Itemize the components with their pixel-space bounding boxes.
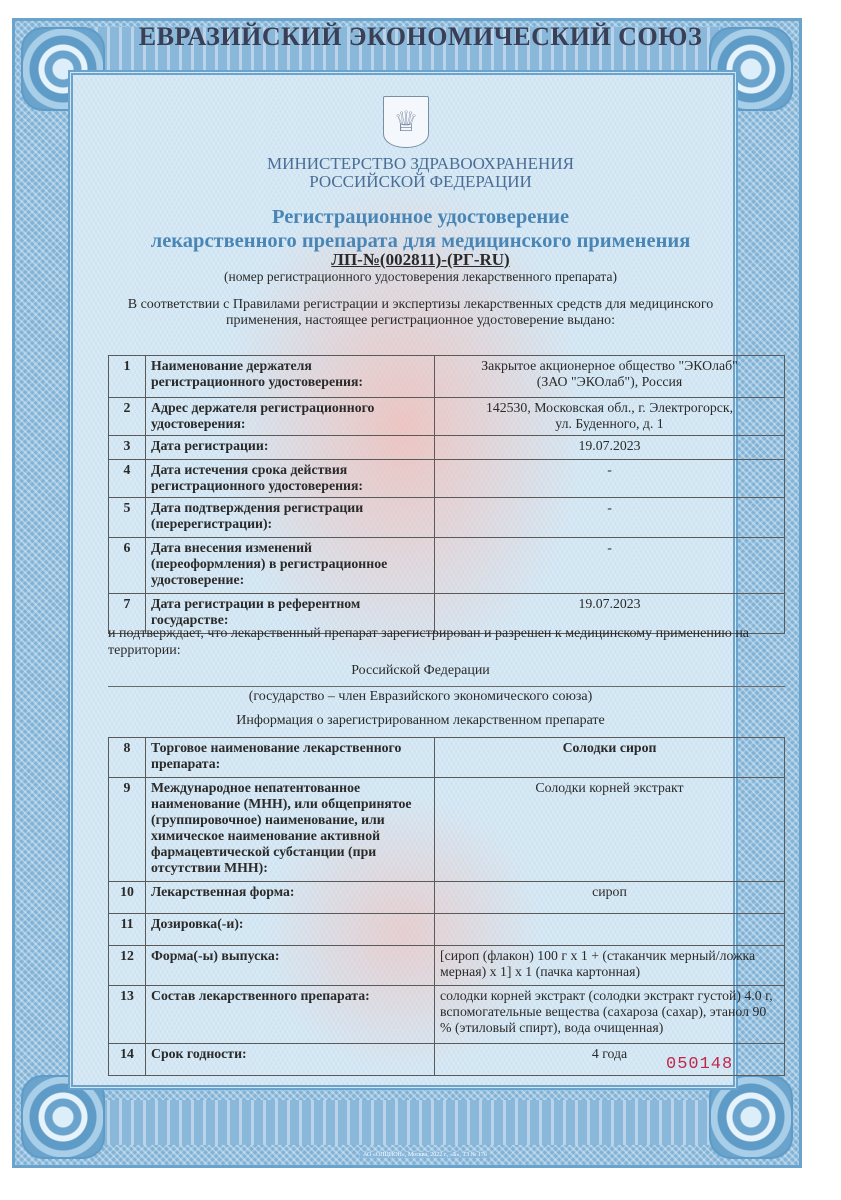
table-row bbox=[109, 882, 785, 914]
table-row bbox=[109, 398, 785, 436]
holder-table bbox=[108, 355, 785, 634]
intro-text bbox=[0, 297, 841, 329]
row-number: 4 bbox=[109, 460, 146, 498]
row-number: 5 bbox=[109, 498, 146, 538]
row-value bbox=[435, 460, 785, 498]
row-label: Торговое наименование лекарственного препарата: bbox=[146, 738, 435, 778]
value-line-2: ул. Буденного, д. 1 bbox=[555, 416, 664, 431]
row-value: солодки корней экстракт (солодки экстракт густой) 4.0 г, вспомогательные вещества (сахароза (сахар), этанол 90 % (этиловый спирт), вода очищенная) bbox=[435, 986, 785, 1044]
product-info-heading: Информация о зарегистрированном лекарственном препарате bbox=[236, 713, 605, 728]
row-value: сироп bbox=[435, 882, 785, 914]
row-value bbox=[435, 538, 785, 594]
row-value: Солодки сироп bbox=[435, 738, 785, 778]
title-line-1: Регистрационное удостоверение bbox=[271, 206, 570, 228]
row-number: 3 bbox=[109, 436, 146, 460]
table-row bbox=[109, 356, 785, 398]
row-label: Дата подтверждения регистрации (перерегистрации): bbox=[146, 498, 435, 538]
row-value: 4 года bbox=[435, 1044, 785, 1076]
table-row bbox=[109, 986, 785, 1044]
certificate-title bbox=[0, 205, 841, 253]
value-line-1: 19.07.2023 bbox=[578, 596, 641, 611]
row-label: Дата истечения срока действия регистрационного удостоверения: bbox=[146, 460, 435, 498]
territory-underline bbox=[108, 686, 785, 687]
value-line-1: - bbox=[607, 462, 612, 477]
union-title: ЕВРАЗИЙСКИЙ ЭКОНОМИЧЕСКИЙ СОЮЗ bbox=[138, 22, 703, 51]
row-value: Солодки корней экстракт bbox=[435, 778, 785, 882]
table-row bbox=[109, 946, 785, 986]
row-label: Международное непатентованное наименование (МНН), или общепринятое (группировочное) наименование, или химическое наименование активной фармацевтической субстанции (при отсутствии МНН): bbox=[146, 778, 435, 882]
title-line-2: лекарственного препарата для медицинского применения bbox=[150, 230, 691, 252]
table-row bbox=[109, 498, 785, 538]
row-number: 12 bbox=[109, 946, 146, 986]
value-line-1: - bbox=[607, 500, 612, 515]
row-label: Дата внесения изменений (переоформления) в регистрационное удостоверение: bbox=[146, 538, 435, 594]
value-line-1: 142530, Московская обл., г. Электрогорск, bbox=[485, 400, 734, 415]
table-row bbox=[109, 538, 785, 594]
row-label: Срок годности: bbox=[146, 1044, 435, 1076]
intro-line-1: В соответствии с Правилами регистрации и экспертизы лекарственных средств для медицинского bbox=[127, 297, 714, 312]
row-number: 11 bbox=[109, 914, 146, 946]
ministry-line-2: РОССИЙСКОЙ ФЕДЕРАЦИИ bbox=[309, 172, 532, 191]
row-label: Адрес держателя регистрационного удостоверения: bbox=[146, 398, 435, 436]
frame-bottom-band bbox=[95, 1100, 719, 1145]
row-label: Дата регистрации: bbox=[146, 436, 435, 460]
serial-number: 050148 bbox=[666, 1055, 734, 1074]
row-number: 10 bbox=[109, 882, 146, 914]
coat-of-arms-icon: ♕ bbox=[383, 96, 429, 148]
row-value: [сироп (флакон) 100 г x 1 + (стаканчик мерный/ложка мерная) x 1] x 1 (пачка картонная) bbox=[435, 946, 785, 986]
table-row bbox=[109, 778, 785, 882]
row-label: Лекарственная форма: bbox=[146, 882, 435, 914]
ministry-line-1: МИНИСТЕРСТВО ЗДРАВООХРАНЕНИЯ bbox=[267, 154, 574, 173]
row-label: Форма(-ы) выпуска: bbox=[146, 946, 435, 986]
table-row bbox=[109, 436, 785, 460]
row-value bbox=[435, 398, 785, 436]
value-line-1: - bbox=[607, 540, 612, 555]
territory: Российской Федерации bbox=[351, 663, 490, 678]
registration-number-caption: (номер регистрационного удостоверения лекарственного препарата) bbox=[224, 269, 617, 284]
row-value bbox=[435, 498, 785, 538]
table-row bbox=[109, 738, 785, 778]
row-label: Состав лекарственного препарата: bbox=[146, 986, 435, 1044]
value-line-2: (ЗАО "ЭКОлаб"), Россия bbox=[536, 374, 683, 389]
row-value bbox=[435, 356, 785, 398]
row-label: Дата регистрации в референтном государстве: bbox=[146, 594, 435, 634]
row-number: 7 bbox=[109, 594, 146, 634]
territory-caption: (государство – член Евразийского экономического союза) bbox=[248, 689, 593, 704]
printer-mark: АО «ОПЦИОН», Москва, 2022 г., «Б», ТЗ № 176 bbox=[360, 1152, 490, 1158]
row-number: 13 bbox=[109, 986, 146, 1044]
row-number: 1 bbox=[109, 356, 146, 398]
table-row bbox=[109, 460, 785, 498]
row-number: 8 bbox=[109, 738, 146, 778]
intro-line-2: применения, настоящее регистрационное удостоверение выдано: bbox=[225, 313, 616, 328]
row-label: Дозировка(-и): bbox=[146, 914, 435, 946]
ministry-name bbox=[0, 155, 841, 191]
row-number: 2 bbox=[109, 398, 146, 436]
value-line-1: 19.07.2023 bbox=[578, 438, 641, 453]
registration-number: ЛП-№(002811)-(РГ-RU) bbox=[331, 250, 510, 269]
row-label: Наименование держателя регистрационного удостоверения: bbox=[146, 356, 435, 398]
row-value bbox=[435, 436, 785, 460]
row-number: 9 bbox=[109, 778, 146, 882]
confirmation-text: и подтверждает, что лекарственный препарат зарегистрирован и разрешен к медицинскому применению на территории: bbox=[108, 626, 750, 658]
row-number: 6 bbox=[109, 538, 146, 594]
row-number: 14 bbox=[109, 1044, 146, 1076]
value-line-1: Закрытое акционерное общество "ЭКОлаб" bbox=[481, 358, 738, 373]
row-value bbox=[435, 914, 785, 946]
product-table bbox=[108, 737, 785, 1076]
table-row bbox=[109, 914, 785, 946]
